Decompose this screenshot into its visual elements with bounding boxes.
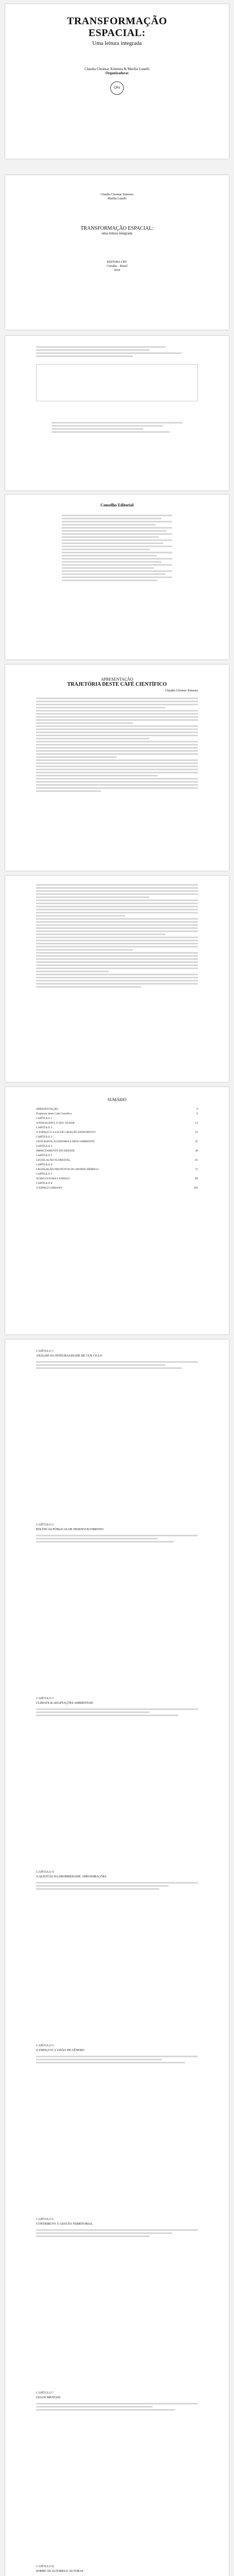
toc-row[interactable]: CAPÍTULO 7 [36,1173,53,1176]
toc-row[interactable]: LEGISLAÇÃO PROTETIVA DO APORTE HÍDRICO 75 [36,1168,198,1171]
cover-org: Organizadoras [105,71,129,75]
council-title: Conselho Editorial [100,503,134,507]
chapter-title: A QUESTÃO DA PROPRIEDADE: APROXIMAÇÕES [36,1875,107,1878]
toc-row[interactable]: IMPACTAMENTO DO DEBATE 49 [36,1149,198,1153]
toc-row[interactable]: CAPÍTULO 5 [36,1154,53,1157]
presentation-body [36,698,198,792]
cover-title: TRANSFORMAÇÃO [66,15,168,27]
chapter-title: CLIMATE & ADAPTAÇÕES AMBIENTAIS [36,1702,93,1705]
chapter-entry[interactable] [36,2218,198,2237]
chapter-entry[interactable] [36,1871,198,1890]
toc-row[interactable]: O ESPAÇO URBANO 103 [36,1187,198,1190]
copyright-footer-block [52,422,182,433]
presentation-continued-body [36,884,198,988]
presentation-page [5,665,229,871]
chapter-number: CAPÍTULO 6 [36,2218,54,2221]
logo-text: CRV [113,87,121,90]
toc-row[interactable]: CAPÍTULO 8 [36,1182,53,1185]
council-list [62,515,172,581]
cataloging-box [36,364,198,401]
toc-row[interactable]: CAPÍTULO 3 [36,1136,53,1139]
toc-row[interactable]: Trajetória deste Café Científico 9 [36,1112,198,1115]
chapter-entry[interactable] [36,2565,198,2576]
half-title-authors: Claudia Cleomar Ximenes Marília Lunelli [101,193,133,200]
toc-row[interactable]: CAPÍTULO 2 [36,1126,53,1129]
cover-page [5,4,229,159]
half-title-city: Curitiba – Brasil [107,265,127,268]
summary-page [5,1087,229,1334]
presentation-author: Claudia Cleomar Ximenes [165,689,198,692]
chapter-number: CAPÍTULO 2 [36,1523,54,1527]
summary-heading: SUMÁRIO [107,1097,127,1102]
summary-continued-page [5,1340,229,2576]
half-title-page [5,175,229,330]
toc-row[interactable]: A PAISAGEM E O SEU OLHAR 13 [36,1122,198,1125]
toc-row[interactable]: O ESPAÇO E A LEI DE CRIAÇÃO DESPORTIVO 21 [36,1131,198,1134]
summary-list [36,1107,198,1191]
toc-row[interactable]: CAPÍTULO 1 [36,1117,53,1120]
half-title-title: TRANSFORMAÇÃO ESPACIAL: [80,226,154,231]
chapter-number: CAPÍTULO 8 [36,2565,54,2568]
copyright-page [5,336,229,490]
toc-row[interactable]: APRESENTAÇÃO 9 [36,1108,198,1111]
chapter-entry[interactable] [36,2392,198,2411]
council-page [5,495,229,659]
cover-subtitle: Uma leitura integrada [92,40,142,46]
chapter-number: CAPÍTULO 3 [36,1697,54,1700]
chapter-entry[interactable] [36,1697,198,1716]
chapter-title: ANÁLISE DA INTEGRALIDADE DE CUR CICLO [36,1354,103,1358]
toc-row[interactable]: CAPÍTULO 6 [36,1163,53,1166]
chapter-title: O ESPAÇO E A VISÃO DE GÊNERO [36,2049,85,2052]
chapter-entry[interactable] [36,2044,198,2063]
chapter-number: CAPÍTULO 1 [36,1350,54,1353]
chapter-title: POLÍTICAS PÚBLICAS DE DESENVOLVIMENTO [36,1528,104,1531]
chapter-number: CAPÍTULO 7 [36,2392,54,2395]
publisher-logo [110,81,124,95]
presentation-continued-page [5,876,229,1082]
chapter-title: SOBRE OS AUTORES E AUTORAS [36,2570,83,2573]
toc-row[interactable]: AGRICULTURA E ESPAÇO 89 [36,1177,198,1180]
chapter-entry[interactable] [36,1350,198,1369]
chapter-number: CAPÍTULO 5 [36,2044,54,2047]
copyright-text-block [36,346,198,357]
chapter-entry[interactable] [36,1523,198,1543]
toc-row[interactable]: CAPÍTULO 4 [36,1145,53,1148]
half-title-subtitle: uma leitura integrada [102,231,132,235]
chapter-title: CONTRIBUTO À GESTÃO TERRITORIAL [36,2223,93,2226]
cover-authors: Claudia Cleomar Ximenes & Marilia Lunelli [85,67,149,71]
half-title-publisher: EDITORA CRV [107,261,127,264]
toc-row[interactable]: LEGISLAÇÃO FLORESTAL 61 [36,1159,198,1162]
presentation-title: TRAJETÓRIA DESTE CAFÉ CIENTÍFICO [67,682,167,687]
toc-row[interactable]: GEOGRAFIA, ECONOMIA E MEIO AMBIENTE 35 [36,1140,198,1143]
chapter-title: LEGOS MENTAIS [36,2396,61,2399]
chapter-number: CAPÍTULO 4 [36,1871,54,1874]
half-title-year: 2018 [114,269,120,272]
cover-title-2: ESPACIAL: [88,27,146,39]
presentation-heading: APRESENTAÇÃO [101,677,133,682]
